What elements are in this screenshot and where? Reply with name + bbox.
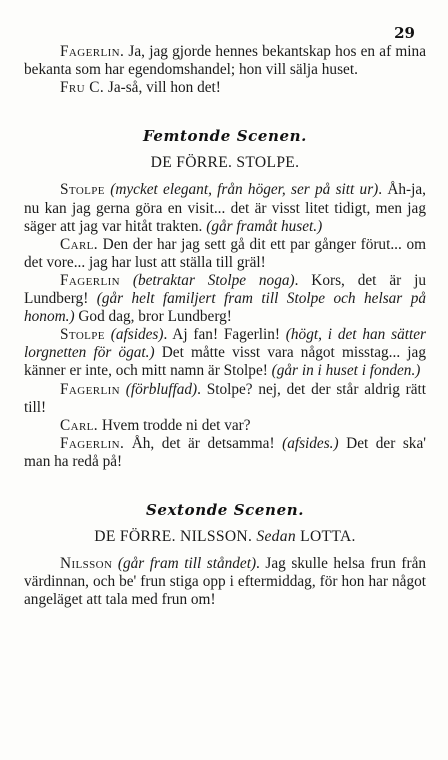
stage-direction: (går fram till ståndet)	[117, 555, 257, 573]
spacer	[24, 97, 426, 127]
stage-direction: (betraktar Stolpe noga)	[132, 271, 295, 289]
dialogue-text: Åh, det är detsamma!	[124, 434, 283, 452]
speech	[24, 417, 426, 435]
dialogue-text	[120, 272, 133, 289]
spacer	[24, 172, 426, 181]
dialogue-text: DE FÖRRE. NILSSON.	[94, 528, 257, 546]
speaker-name: Stolpe	[60, 326, 105, 344]
stage-direction: Sedan	[256, 528, 296, 546]
cast-list	[24, 154, 426, 172]
speech	[24, 181, 426, 235]
speech	[24, 272, 426, 326]
page-number: 29	[394, 24, 415, 42]
play-text	[24, 43, 426, 609]
speech	[24, 43, 426, 79]
speaker-name: Fagerlin.	[60, 434, 125, 452]
stage-direction: (går framåt huset.)	[206, 217, 323, 235]
stage-direction: (går in i huset i fonden.)	[271, 362, 421, 380]
dialogue-text: Ja, jag gjorde hennes bekantskap hos en af mina bekanta som har egendomshandel; hon vill sälja huset.	[24, 43, 426, 79]
speech	[24, 326, 426, 380]
dialogue-text: . Stolpe? nej, det der står aldrig rätt till!	[24, 380, 427, 416]
spacer	[24, 546, 426, 555]
stage-direction: (mycket elegant, från höger, ser på sitt ur)	[110, 181, 379, 199]
dialogue-text: Det måtte visst vara något misstag... jag känner er inte, och mitt namn är Stolpe!	[24, 344, 426, 380]
stage-direction: (går helt familjert fram till Stolpe och helsar på honom.)	[24, 290, 426, 326]
dialogue-text: . Kors, det är ju Lundberg!	[24, 271, 426, 308]
dialogue-text: Det der ska' man ha redå på!	[24, 434, 426, 470]
speech	[24, 555, 426, 609]
stage-direction: (högt, i det han sätter lorgnetten för ögat.)	[24, 326, 426, 362]
dialogue-text: God dag, bror Lundberg!	[74, 308, 232, 326]
scene-heading: Sextonde Scenen.	[145, 500, 305, 519]
speaker-name: Fagerlin.	[60, 43, 125, 60]
dialogue-text: LOTTA.	[295, 528, 356, 546]
speech	[24, 236, 426, 272]
spacer	[24, 145, 426, 154]
speaker-name: Fru C.	[60, 79, 105, 97]
stage-direction: (afsides)	[110, 326, 164, 344]
scene-heading: Femtonde Scenen.	[142, 127, 308, 146]
dialogue-text: Ja-så, vill hon det!	[104, 79, 221, 97]
cast-list	[24, 528, 426, 546]
dialogue-text: Hvem trodde ni det var?	[98, 416, 251, 434]
speech	[24, 381, 426, 417]
speaker-name: Carl.	[60, 416, 99, 434]
dialogue-text: DE FÖRRE. STOLPE.	[150, 154, 300, 172]
spacer	[24, 519, 426, 528]
stage-direction: (förbluffad)	[125, 380, 198, 398]
speech	[24, 79, 426, 97]
dialogue-text: . Jag skulle helsa frun från värdinnan, och be' frun stiga opp i eftermiddag, för hon har något angeläget att tala med frun om!	[24, 555, 427, 609]
speaker-name: Fagerlin	[60, 380, 120, 398]
dialogue-text: Den der har jag sett gå dit ett par gånger förut... om det vore... jag har lust att ställa till gräl!	[24, 235, 426, 271]
speaker-name: Nilsson	[60, 555, 113, 573]
dialogue-text: . Aj fan! Fagerlin!	[163, 326, 286, 344]
stage-direction: (afsides.)	[282, 434, 339, 452]
spacer	[24, 471, 426, 501]
speaker-name: Fagerlin	[60, 271, 120, 289]
dialogue-text: . Åh-ja, nu kan jag gerna göra en visit... det är visst litet tidigt, men jag säger att jag var hitåt trakten.	[24, 181, 427, 235]
speech	[24, 435, 426, 471]
speaker-name: Stolpe	[60, 181, 105, 199]
speaker-name: Carl.	[60, 235, 99, 253]
